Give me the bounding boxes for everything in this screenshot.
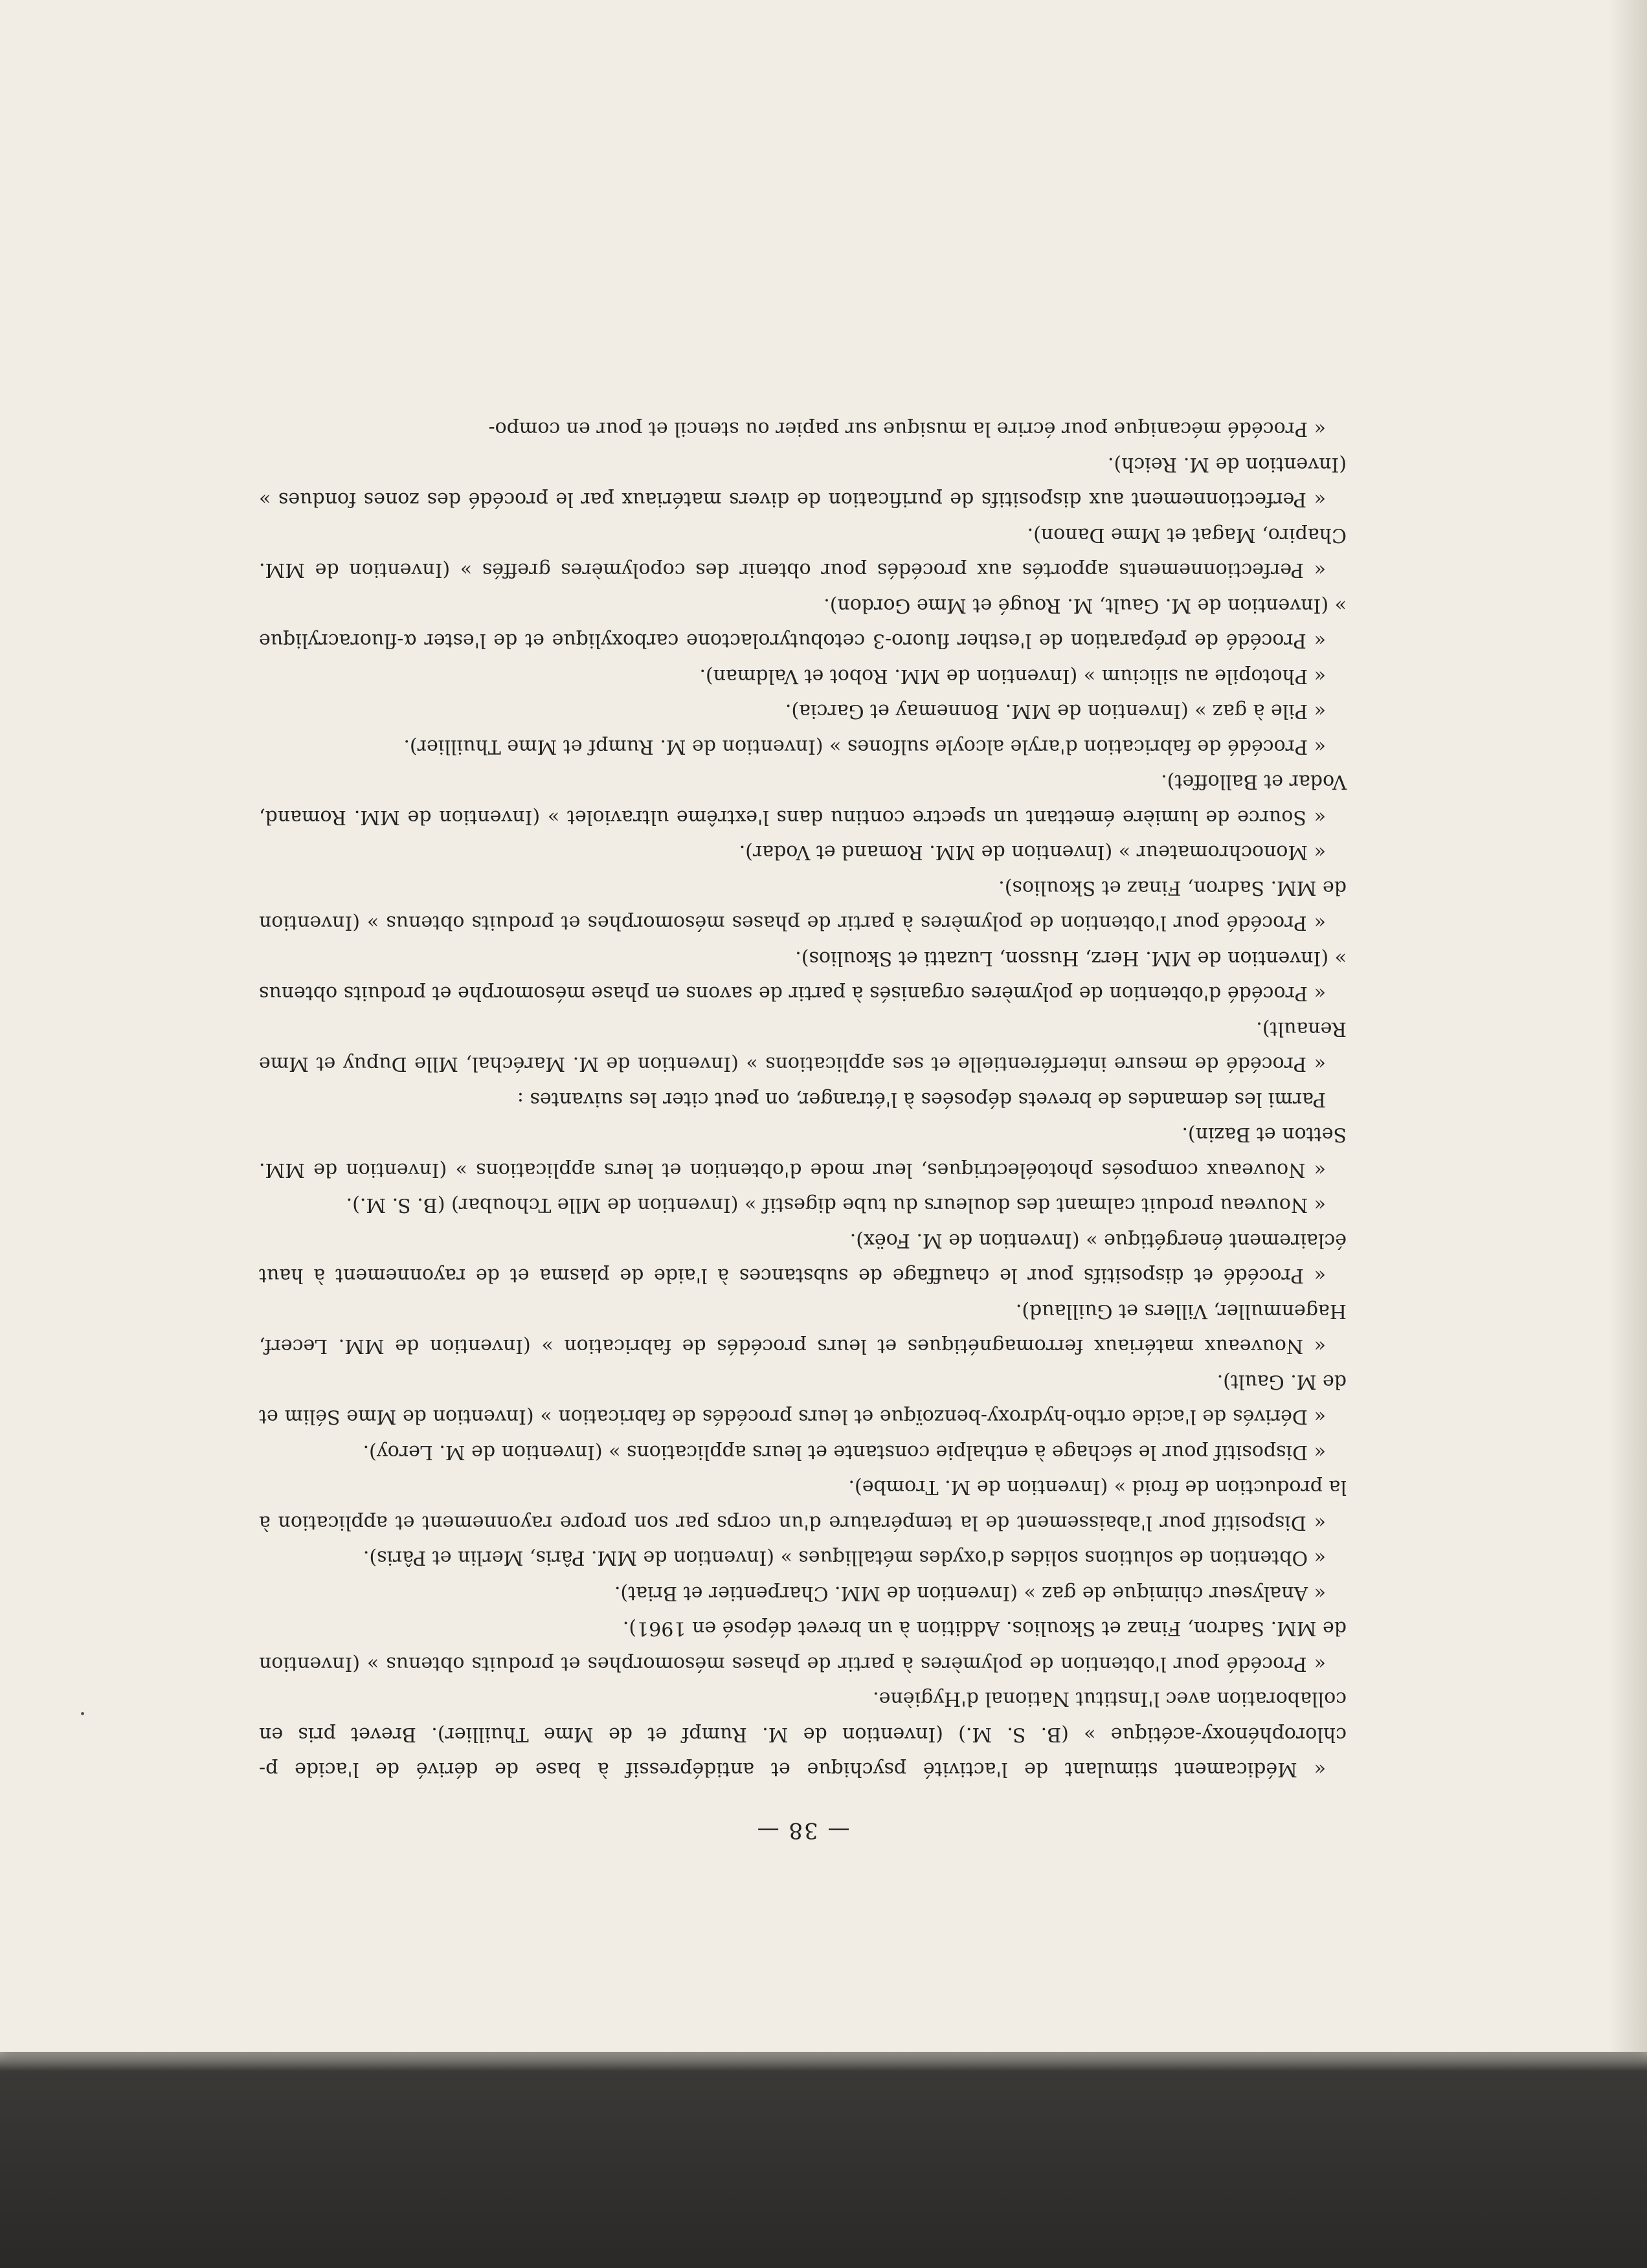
paragraph: « Monochromateur » (Invention de MM. Romand et Vodar). bbox=[739, 841, 1326, 864]
paragraph: « Procédé et dispositifs pour le chauffage de substances à l'aide de plasma et de rayonnement à haut éclairement énergétique » (Invention de M. Foëx). bbox=[259, 1229, 1347, 1287]
page-number: — 38 — bbox=[756, 1818, 850, 1843]
paragraph: « Photopile au silicium » (Invention de MM. Robot et Valdman). bbox=[699, 665, 1326, 687]
paragraph: « Perfectionnement aux dispositifs de purification de divers matériaux par le procédé des zones fondues » (Invention de M. Reich). bbox=[259, 453, 1347, 511]
paragraph: « Nouveau produit calmant des douleurs du tube digestif » (Invention de Mlle Tchoubar) (B. S. M.). bbox=[346, 1194, 1326, 1217]
paragraph: « Nouveaux composés photoélectriques, leur mode d'obtention et leurs applications » (Invention de MM. Setton et Bazin). bbox=[259, 1123, 1347, 1181]
paragraph: « Procédé pour l'obtention de polymères à partir de phases mésomorphes et produits obtenus » (Invention de MM. Sadron, Finaz et Skoulios). bbox=[259, 876, 1347, 935]
ink-speck bbox=[81, 1712, 84, 1715]
page-edge-shadow bbox=[1608, 0, 1647, 2052]
paragraph: « Analyseur chimique de gaz » (Invention de MM. Charpentier et Briat). bbox=[614, 1582, 1326, 1605]
paragraph: « Source de lumière émettant un spectre continu dans l'extrême ultraviolet » (Invention de MM. Romand, Vodar et Balloffet). bbox=[259, 770, 1347, 828]
paragraph: « Pile à gaz » (Invention de MM. Bonnemay et Garcia). bbox=[785, 700, 1326, 723]
paragraph: « Obtention de solutions solides d'oxydes métalliques » (Invention de MM. Pâris, Merlin et Pâris). bbox=[363, 1546, 1326, 1570]
paragraph: « Procédé de mesure interférentielle et ses applications » (Invention de M. Maréchal, Mlle Dupuy et Mme Renault). bbox=[259, 1017, 1347, 1076]
rotated-text-block bbox=[259, 256, 1347, 1848]
paragraph: « Dispositif pour l'abaissement de la température d'un corps par son propre rayonnement et application à la production de froid » (Invention de M. Trombe). bbox=[259, 1476, 1347, 1534]
paragraph: Parmi les demandes de brevets déposées à l'étranger, on peut citer les suivantes : bbox=[517, 1088, 1326, 1111]
paragraph: « Dérivés de l'acide ortho-hydroxy-benzoïque et leurs procédés de fabrication » (Invention de Mme Sélim et de M. Gault). bbox=[259, 1370, 1347, 1429]
paragraph: « Procédé mécanique pour écrire la musique sur papier ou stencil et pour en compo- bbox=[488, 417, 1326, 441]
paragraph: « Nouveaux matériaux ferromagnétiques et leurs procédés de fabrication » (Invention de MM. Lecerf, Hagenmuller, Villers et Guillaud). bbox=[259, 1300, 1347, 1358]
paragraph: « Procédé d'obtention de polymères organisés à partir de savons en phase mésomorphe et produits obtenus » (Invention de MM. Herz, Husson, Luzatti et Skoulios). bbox=[259, 947, 1347, 1005]
paragraph: « Dispositif pour le séchage à enthalpie constante et leurs applications » (Invention de M. Leroy). bbox=[363, 1441, 1326, 1463]
paragraph: « Perfectionnements apportés aux procédés pour obtenir des copolymères greffés » (Invention de MM. Chapiro, Magat et Mme Danon). bbox=[259, 524, 1347, 582]
paragraph: « Procédé de préparation de l'esther fluoro-3 cetobutyrolactone carboxylique et de l'ester α-fluoracrylique » (Invention de M. Gault, M. Rougé et Mme Gordon). bbox=[259, 594, 1347, 652]
paragraph: « Médicament stimulant de l'activité psychique et antidépressif à base de dérivé de l'acide p-chlorophénoxy-acétique » (B. S. M.) (Invention de M. Rumpf et de Mme Thuillier). Brevet pris en collaboration avec l'Institut National d'Hygiène. bbox=[259, 1687, 1347, 1781]
paragraph: « Procédé pour l'obtention de polymères à partir de phases mésomorphes et produits obtenus » (Invention de MM. Sadron, Finaz et Skoulios. Addition à un brevet déposé en 1961). bbox=[259, 1617, 1347, 1675]
paragraph: « Procédé de fabrication d'aryle alcoyle sulfones » (Invention de M. Rumpf et Mme Thuillier). bbox=[403, 735, 1326, 758]
